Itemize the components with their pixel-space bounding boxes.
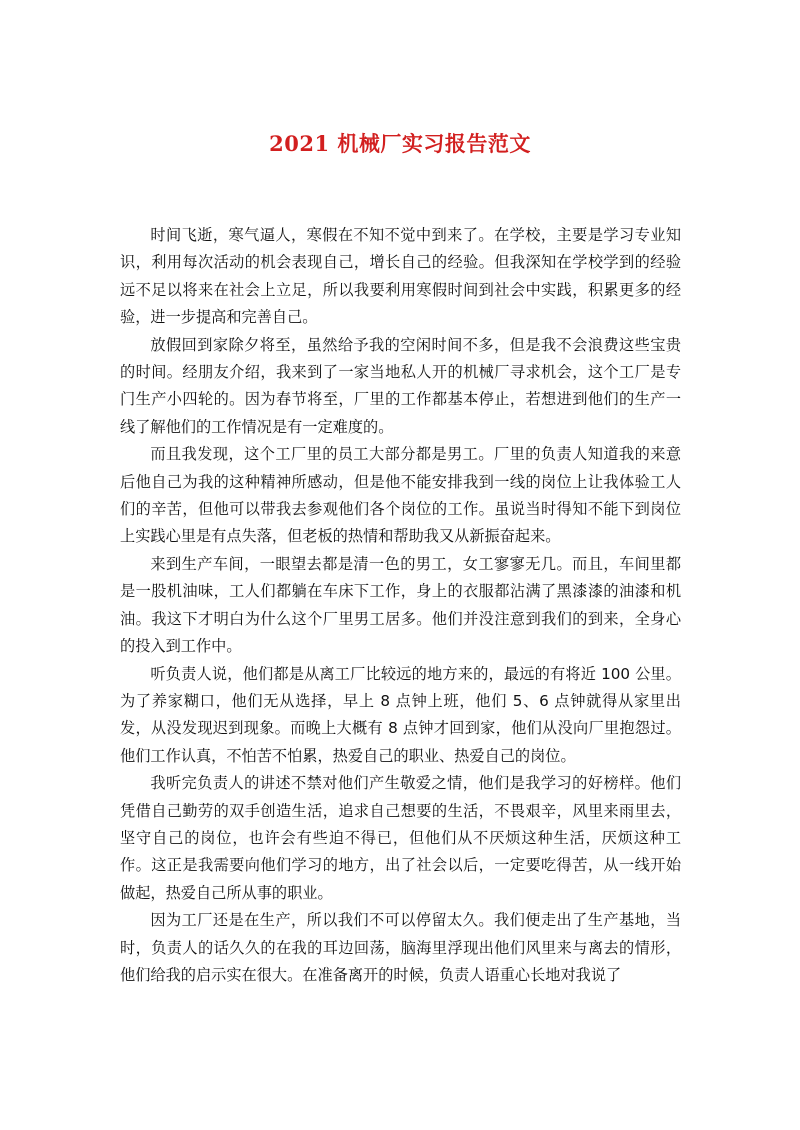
paragraph: 时间飞逝，寒气逼人，寒假在不知不觉中到来了。在学校，主要是学习专业知识，利用每次活动的机会表现自己，增长自己的经验。但我深知在学校学到的经验远不足以将来在社会上立足，所以我要利用寒假时间到社会中实践，积累更多的经验，进一步提高和完善自己。: [120, 226, 681, 327]
paragraph: 放假回到家除夕将至，虽然给予我的空闲时间不多，但是我不会浪费这些宝贵的时间。经朋友介绍，我来到了一家当地私人开的机械厂寻求机会，这个工厂是专门生产小四轮的。因为春节将至，厂里的工作都基本停止，若想进到他们的生产一线了解他们的工作情况是有一定难度的。: [120, 335, 681, 436]
paragraph: 因为工厂还是在生产，所以我们不可以停留太久。我们便走出了生产基地，当时，负责人的话久久的在我的耳边回荡，脑海里浮现出他们风里来与离去的情形，他们给我的启示实在很大。在准备离开的时候，负责人语重心长地对我说了: [120, 911, 681, 984]
paragraph: 听负责人说，他们都是从离工厂比较远的地方来的，最远的有将近 100 公里。为了养家糊口，他们无从选择，早上 8 点钟上班，他们 5、6 点钟就得从家里出发，从没发现迟到现象。而晚上大概有 8 点钟才回到家，他们从没向厂里抱怨过。他们工作认真，不怕苦不怕累，热爱自己的职业、热爱自己的岗位。: [120, 664, 681, 765]
paragraph: 我听完负责人的讲述不禁对他们产生敬爱之情，他们是我学习的好榜样。他们凭借自己勤劳的双手创造生活，追求自己想要的生活，不畏艰辛，风里来雨里去，坚守自己的岗位，也许会有些迫不得已，但他们从不厌烦这种生活，厌烦这种工作。这正是我需要向他们学习的地方，出了社会以后，一定要吃得苦，从一线开始做起，热爱自己所从事的职业。: [120, 774, 681, 902]
document-title: 2021 机械厂实习报告范文: [269, 131, 531, 156]
paragraph: 而且我发现，这个工厂里的员工大部分都是男工。厂里的负责人知道我的来意后他自己为我的这种精神所感动，但是他不能安排我到一线的岗位上让我体验工人们的辛苦，但他可以带我去参观他们各个岗位的工作。虽说当时得知不能下到岗位上实践心里是有点失落，但老板的热情和帮助我又从新振奋起来。: [120, 445, 681, 546]
document-body: [120, 222, 681, 989]
paragraph: 来到生产车间，一眼望去都是清一色的男工，女工寥寥无几。而且，车间里都是一股机油味，工人们都躺在车床下工作，身上的衣服都沾满了黑漆漆的油漆和机油。我这下才明白为什么这个厂里男工居多。他们并没注意到我们的到来，全身心的投入到工作中。: [120, 554, 681, 656]
